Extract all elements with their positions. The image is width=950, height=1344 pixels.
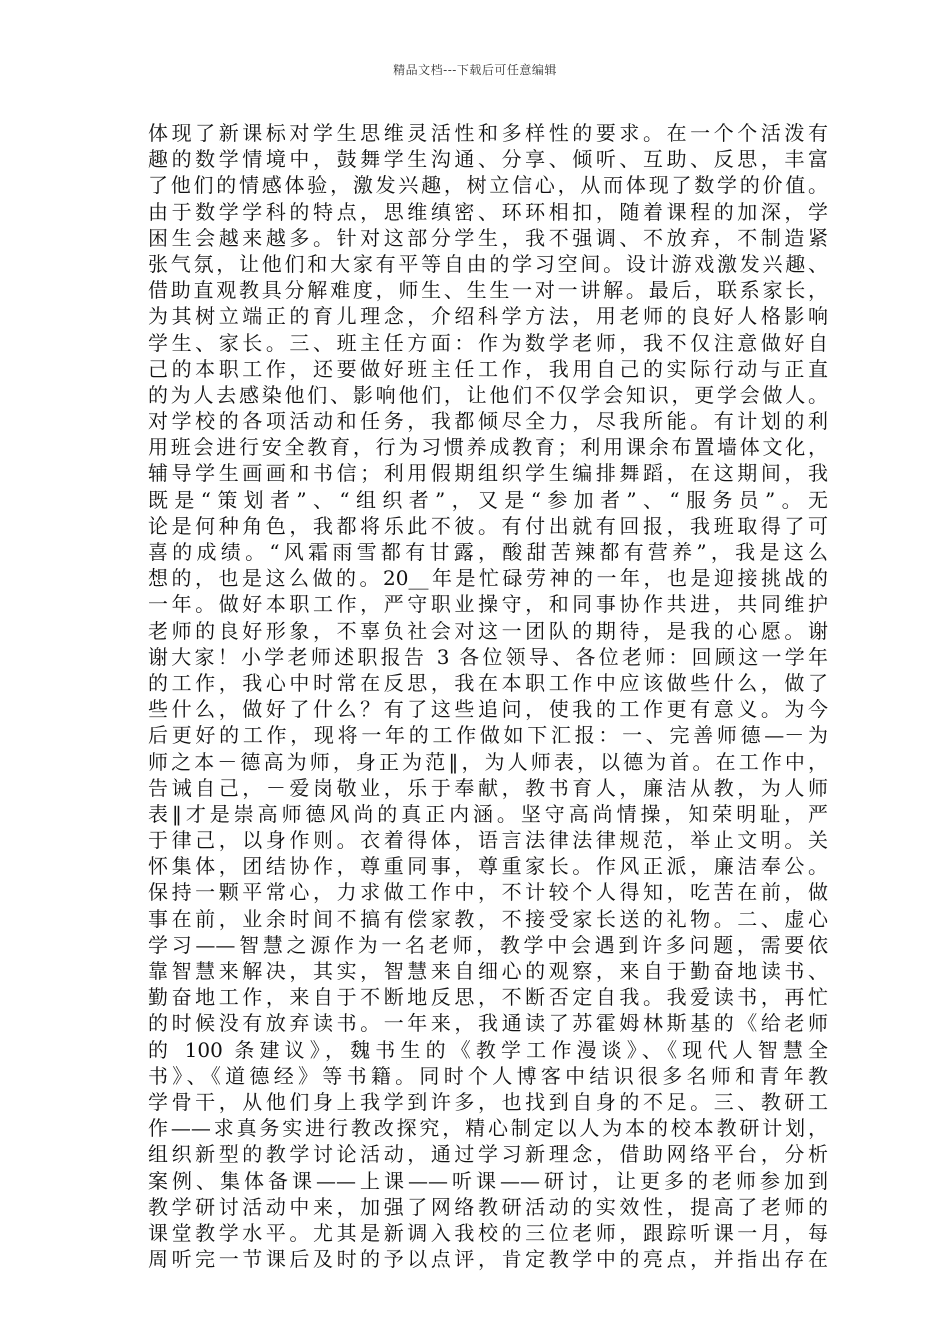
text-line: 靠智慧来解决，其实，智慧来自细心的观察，来自于勤奋地读书、	[148, 959, 828, 983]
text-line: 的时候没有放弃读书。一年来，我通读了苏霍姆林斯基的《给老师	[148, 1011, 828, 1036]
text-line: 学生、家长。三、班主任方面：作为数学老师，我不仅注意做好自	[148, 330, 828, 355]
text-line: 保持一颗平常心，力求做工作中，不计较个人得知，吃苦在前，做	[148, 880, 828, 905]
text-line: 案例、集体备课——上课——听课——研讨，让更多的老师参加到	[148, 1168, 828, 1193]
page-header: 精品文档---下载后可任意编辑	[393, 63, 557, 77]
document-body	[148, 120, 828, 1272]
text-line: 了他们的情感体验，激发兴趣，树立信心，从而体现了数学的价值。	[148, 173, 828, 198]
text-line: 些什么，做好了什么？有了这些追问，使我的工作更有意义。为今	[148, 697, 828, 722]
text-line: 学习——智慧之源作为一名老师，教学中会遇到许多问题，需要依	[148, 932, 828, 957]
text-line: 书》、《道德经》等书籍。同时个人博客中结识很多名师和青年教	[148, 1063, 828, 1088]
text-line: 师之本－德高为师，身正为范‖，为人师表，以德为首。在工作中，	[148, 749, 828, 774]
text-line: 用班会进行安全教育，行为习惯养成教育；利用课余布置墙体文化，	[148, 435, 828, 460]
text-line: 学骨干，从他们身上我学到许多，也找到自身的不足。三、教研工	[148, 1089, 828, 1114]
text-line: 困生会越来越多。针对这部分学生，我不强调、不放弃，不制造紧	[148, 225, 828, 250]
text-line: 谢大家！小学老师述职报告 3 各位领导、各位老师：回顾这一学年	[148, 644, 828, 669]
text-line: 组织新型的教学讨论活动，通过学习新理念，借助网络平台，分析	[148, 1142, 828, 1167]
text-line: 己的本职工作，还要做好班主任工作，我用自己的实际行动与正直	[148, 356, 828, 381]
text-line: 表‖才是崇高师德风尚的真正内涵。坚守高尚情操，知荣明耻，严	[148, 801, 828, 826]
text-line: 由于数学学科的特点，思维缜密、环环相扣，随着课程的加深，学	[148, 199, 828, 224]
text-line: 的 100 条建议》，魏书生的《教学工作漫谈》、《现代人智慧全	[148, 1037, 828, 1062]
text-line: 为其树立端正的育儿理念，介绍科学方法，用老师的良好人格影响	[148, 304, 828, 329]
text-line: 趣的数学情境中，鼓舞学生沟通、分享、倾听、互助、反思，丰富	[148, 147, 828, 172]
text-line: 事在前，业余时间不搞有偿家教，不接受家长送的礼物。二、虚心	[148, 906, 828, 931]
text-line: 的工作，我心中时常在反思，我在本职工作中应该做些什么，做了	[148, 670, 828, 695]
text-line: 论是何种角色，我都将乐此不彼。有付出就有回报，我班取得了可	[148, 513, 828, 538]
text-line: 对学校的各项活动和任务，我都倾尽全力，尽我所能。有计划的利	[148, 409, 828, 434]
text-line: 作——求真务实进行教改探究，精心制定以人为本的校本教研计划，	[148, 1116, 828, 1141]
text-line: 后更好的工作，现将一年的工作做如下汇报：一、完善师德—－为	[148, 723, 828, 748]
text-line: 一年。做好本职工作，严守职业操守，和同事协作共进，共同维护	[148, 592, 828, 617]
text-line: 喜的成绩。“风霜雨雪都有甘露，酸甜苦辣都有营养”，我是这么	[148, 540, 828, 564]
text-line: 于律己，以身作则。衣着得体，语言法律法律规范，举止文明。关	[148, 828, 828, 853]
text-line: 张气氛，让他们和大家有平等自由的学习空间。设计游戏激发兴趣、	[148, 251, 828, 276]
text-line: 怀集体，团结协作，尊重同事，尊重家长。作风正派，廉洁奉公。	[148, 854, 828, 879]
text-line: 教学研讨活动中来，加强了网络教研活动的实效性，提高了老师的	[148, 1194, 828, 1219]
text-line: 体现了新课标对学生思维灵活性和多样性的要求。在一个个活泼有	[148, 121, 828, 145]
text-line: 勤奋地工作，来自于不断地反思，不断否定自我。我爱读书，再忙	[148, 985, 828, 1010]
text-line: 课堂教学水平。尤其是新调入我校的三位老师，跟踪听课一月，每	[148, 1220, 828, 1245]
text-line: 既是“策划者”、“组织者”，又是“参加者”、“服务员”。无	[148, 487, 828, 512]
text-line: 的为人去感染他们、影响他们，让他们不仅学会知识，更学会做人。	[148, 382, 828, 407]
text-line: 告诫自己，－爱岗敬业，乐于奉献，教书育人，廉洁从教，为人师	[148, 775, 828, 800]
text-line: 辅导学生画画和书信；利用假期组织学生编排舞蹈，在这期间，我	[148, 461, 828, 486]
text-line: 借助直观教具分解难度，师生、生生一对一讲解。最后，联系家长，	[148, 278, 828, 303]
text-line: 老师的良好形象，不辜负社会对这一团队的期待，是我的心愿。谢	[148, 618, 828, 643]
text-line: 想的，也是这么做的。20__年是忙碌劳神的一年，也是迎接挑战的	[148, 566, 828, 591]
text-line: 周听完一节课后及时的予以点评，肯定教学中的亮点，并指出存在	[148, 1247, 828, 1272]
